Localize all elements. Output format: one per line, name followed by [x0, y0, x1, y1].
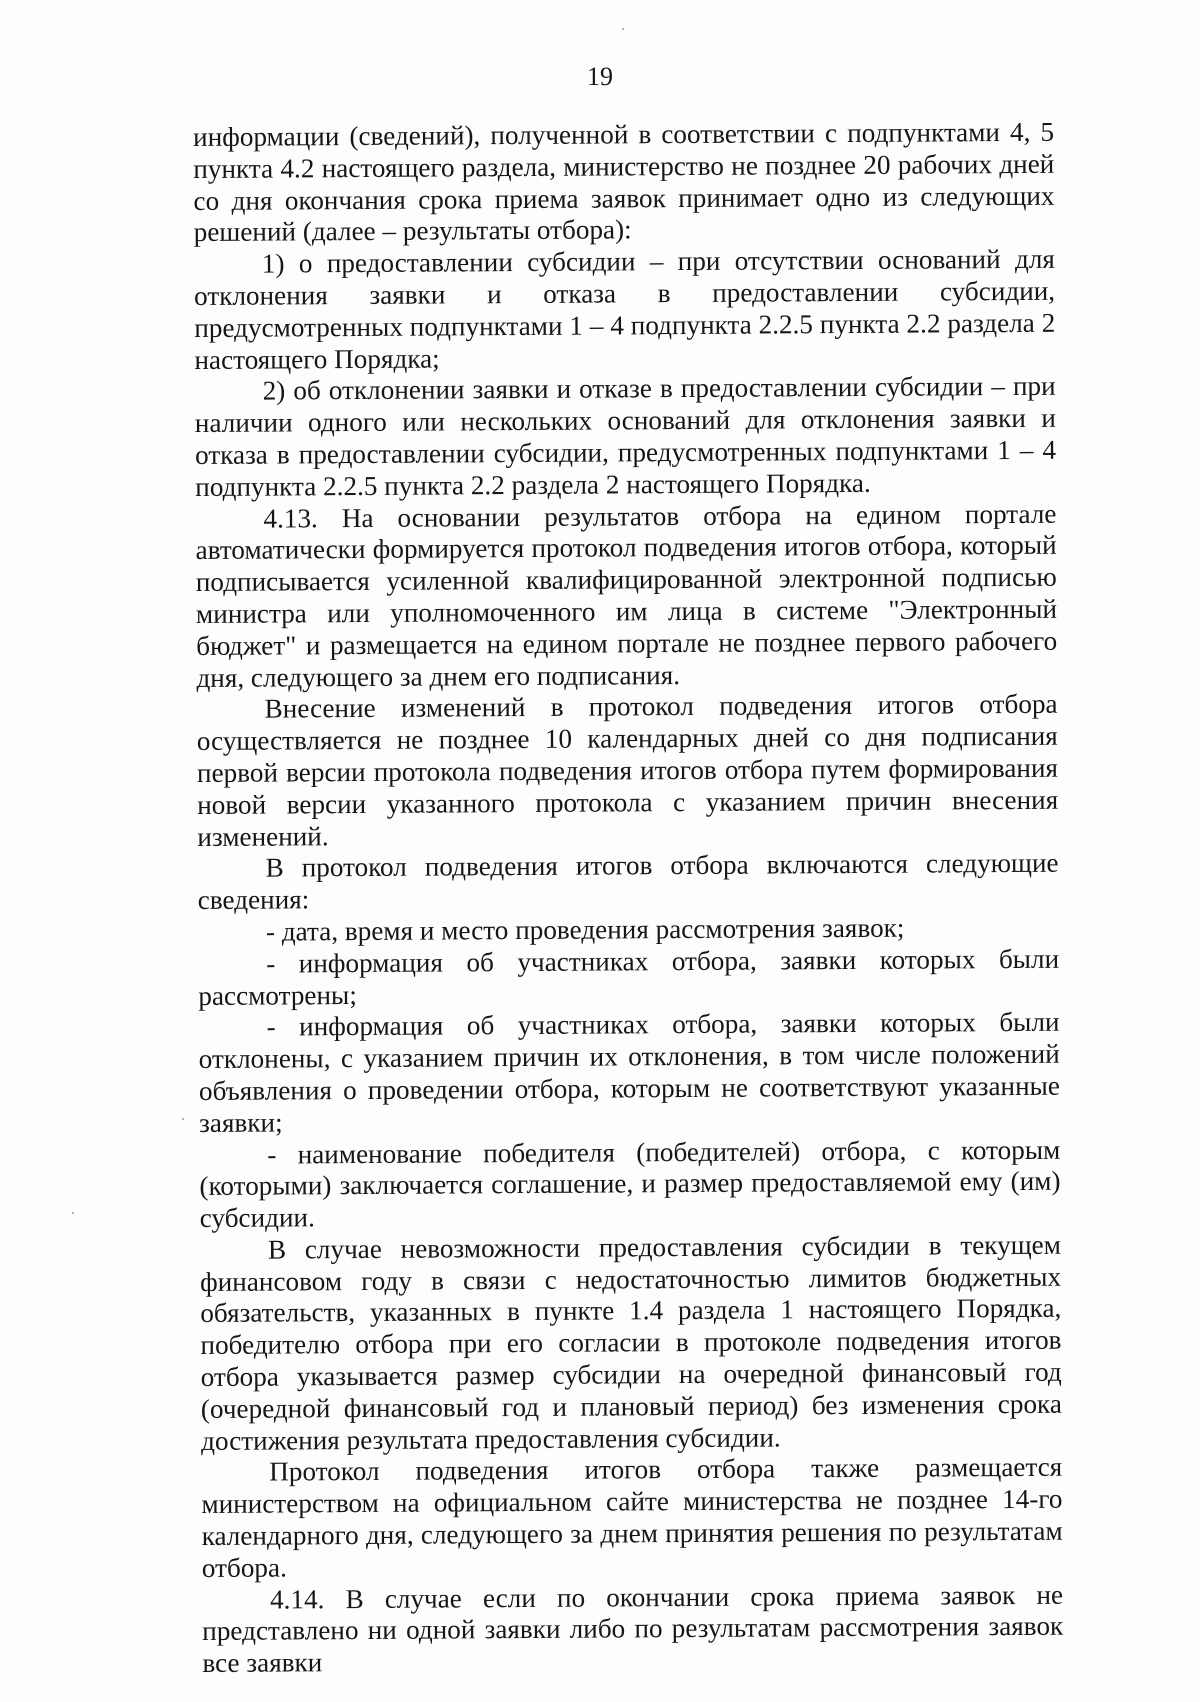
paragraph-protocol-changes: Внесение изменений в протокол подведения итогов отбора осуществляется не позднее 10 календарных дней со дня подписания первой версии протокола подведения итогов отбора путем формирования новой версии указанного протокола с указанием причин внесения изменений.	[196, 689, 1059, 852]
document-body	[193, 117, 1064, 1680]
scan-speck	[72, 1212, 74, 1214]
page-number: 19	[587, 62, 613, 91]
paragraph-4-14: 4.14. В случае если по окончании срока приема заявок не представлено ни одной заявки либо по результатам рассмотрения заявок все заявки	[202, 1579, 1064, 1679]
paragraph-budget-limits: В случае невозможности предоставления субсидии в текущем финансовом году в связи с недостаточностью лимитов бюджетных обязательств, указанных в пункте 1.4 раздела 1 настоящего Порядка, победителю отбора при его согласии в протоколе подведения итогов отбора указывается размер субсидии на очередной финансовый год (очередной финансовый год и плановый период) без изменения срока достижения результата предоставления субсидии.	[199, 1229, 1062, 1456]
list-item-rejected: - информация об участниках отбора, заявки которых были отклонены, с указанием причин их отклонения, в том числе положений объявления о проведении отбора, которым не соответствуют указанные заявки;	[198, 1007, 1060, 1138]
paragraph-item-1: 1) о предоставлении субсидии – при отсутствии оснований для отклонения заявки и отказа в предоставлении субсидии, предусмотренных подпунктами 1 – 4 подпункта 2.2.5 пункта 2.2 раздела 2 настоящего Порядка;	[193, 243, 1056, 375]
list-item-date: - дата, время и место проведения рассмотрения заявок;	[265, 912, 905, 947]
paragraph-publication: Протокол подведения итогов отбора также размещается министерством на официальном сайте министерства не позднее 14-го календарного дня, следующего за днем принятия решения по результатам отбора.	[201, 1452, 1063, 1583]
scan-speck	[182, 1118, 184, 1120]
paragraph-item-2: 2) об отклонении заявки и отказе в предоставлении субсидии – при наличии одного или нескольких оснований для отклонения заявки и отказа в предоставлении субсидии, предусмотренных подпунктами 1 – 4 подпункта 2.2.5 пункта 2.2 раздела 2 настоящего Порядка.	[194, 371, 1057, 502]
list-item-winner: - наименование победителя (победителей) отбора, с которым (которыми) заключается соглашение, и размер предоставляемой ему (им) субсидии.	[199, 1134, 1061, 1234]
paragraph-protocol-contents: В протокол подведения итогов отбора включаются следующие сведения:	[197, 848, 1059, 916]
list-item-reviewed: - информация об участниках отбора, заявки которых были рассмотрены;	[198, 943, 1060, 1011]
paragraph-4-13: 4.13. На основании результатов отбора на едином портале автоматически формируется протокол подведения итогов отбора, который подписывается усиленной квалифицированной электронной подписью министра или уполномоченного им лица в системе "Электронный бюджет" и размещается на едином портале не позднее первого рабочего дня, следующего за днем его подписания.	[195, 498, 1058, 693]
scan-speck	[622, 28, 624, 30]
paragraph-continuation: информации (сведений), полученной в соответствии с подпунктами 4, 5 пункта 4.2 настоящего раздела, министерство не позднее 20 рабочих дней со дня окончания срока приема заявок принимает одно из следующих решений (далее – результаты отбора):	[193, 116, 1055, 248]
